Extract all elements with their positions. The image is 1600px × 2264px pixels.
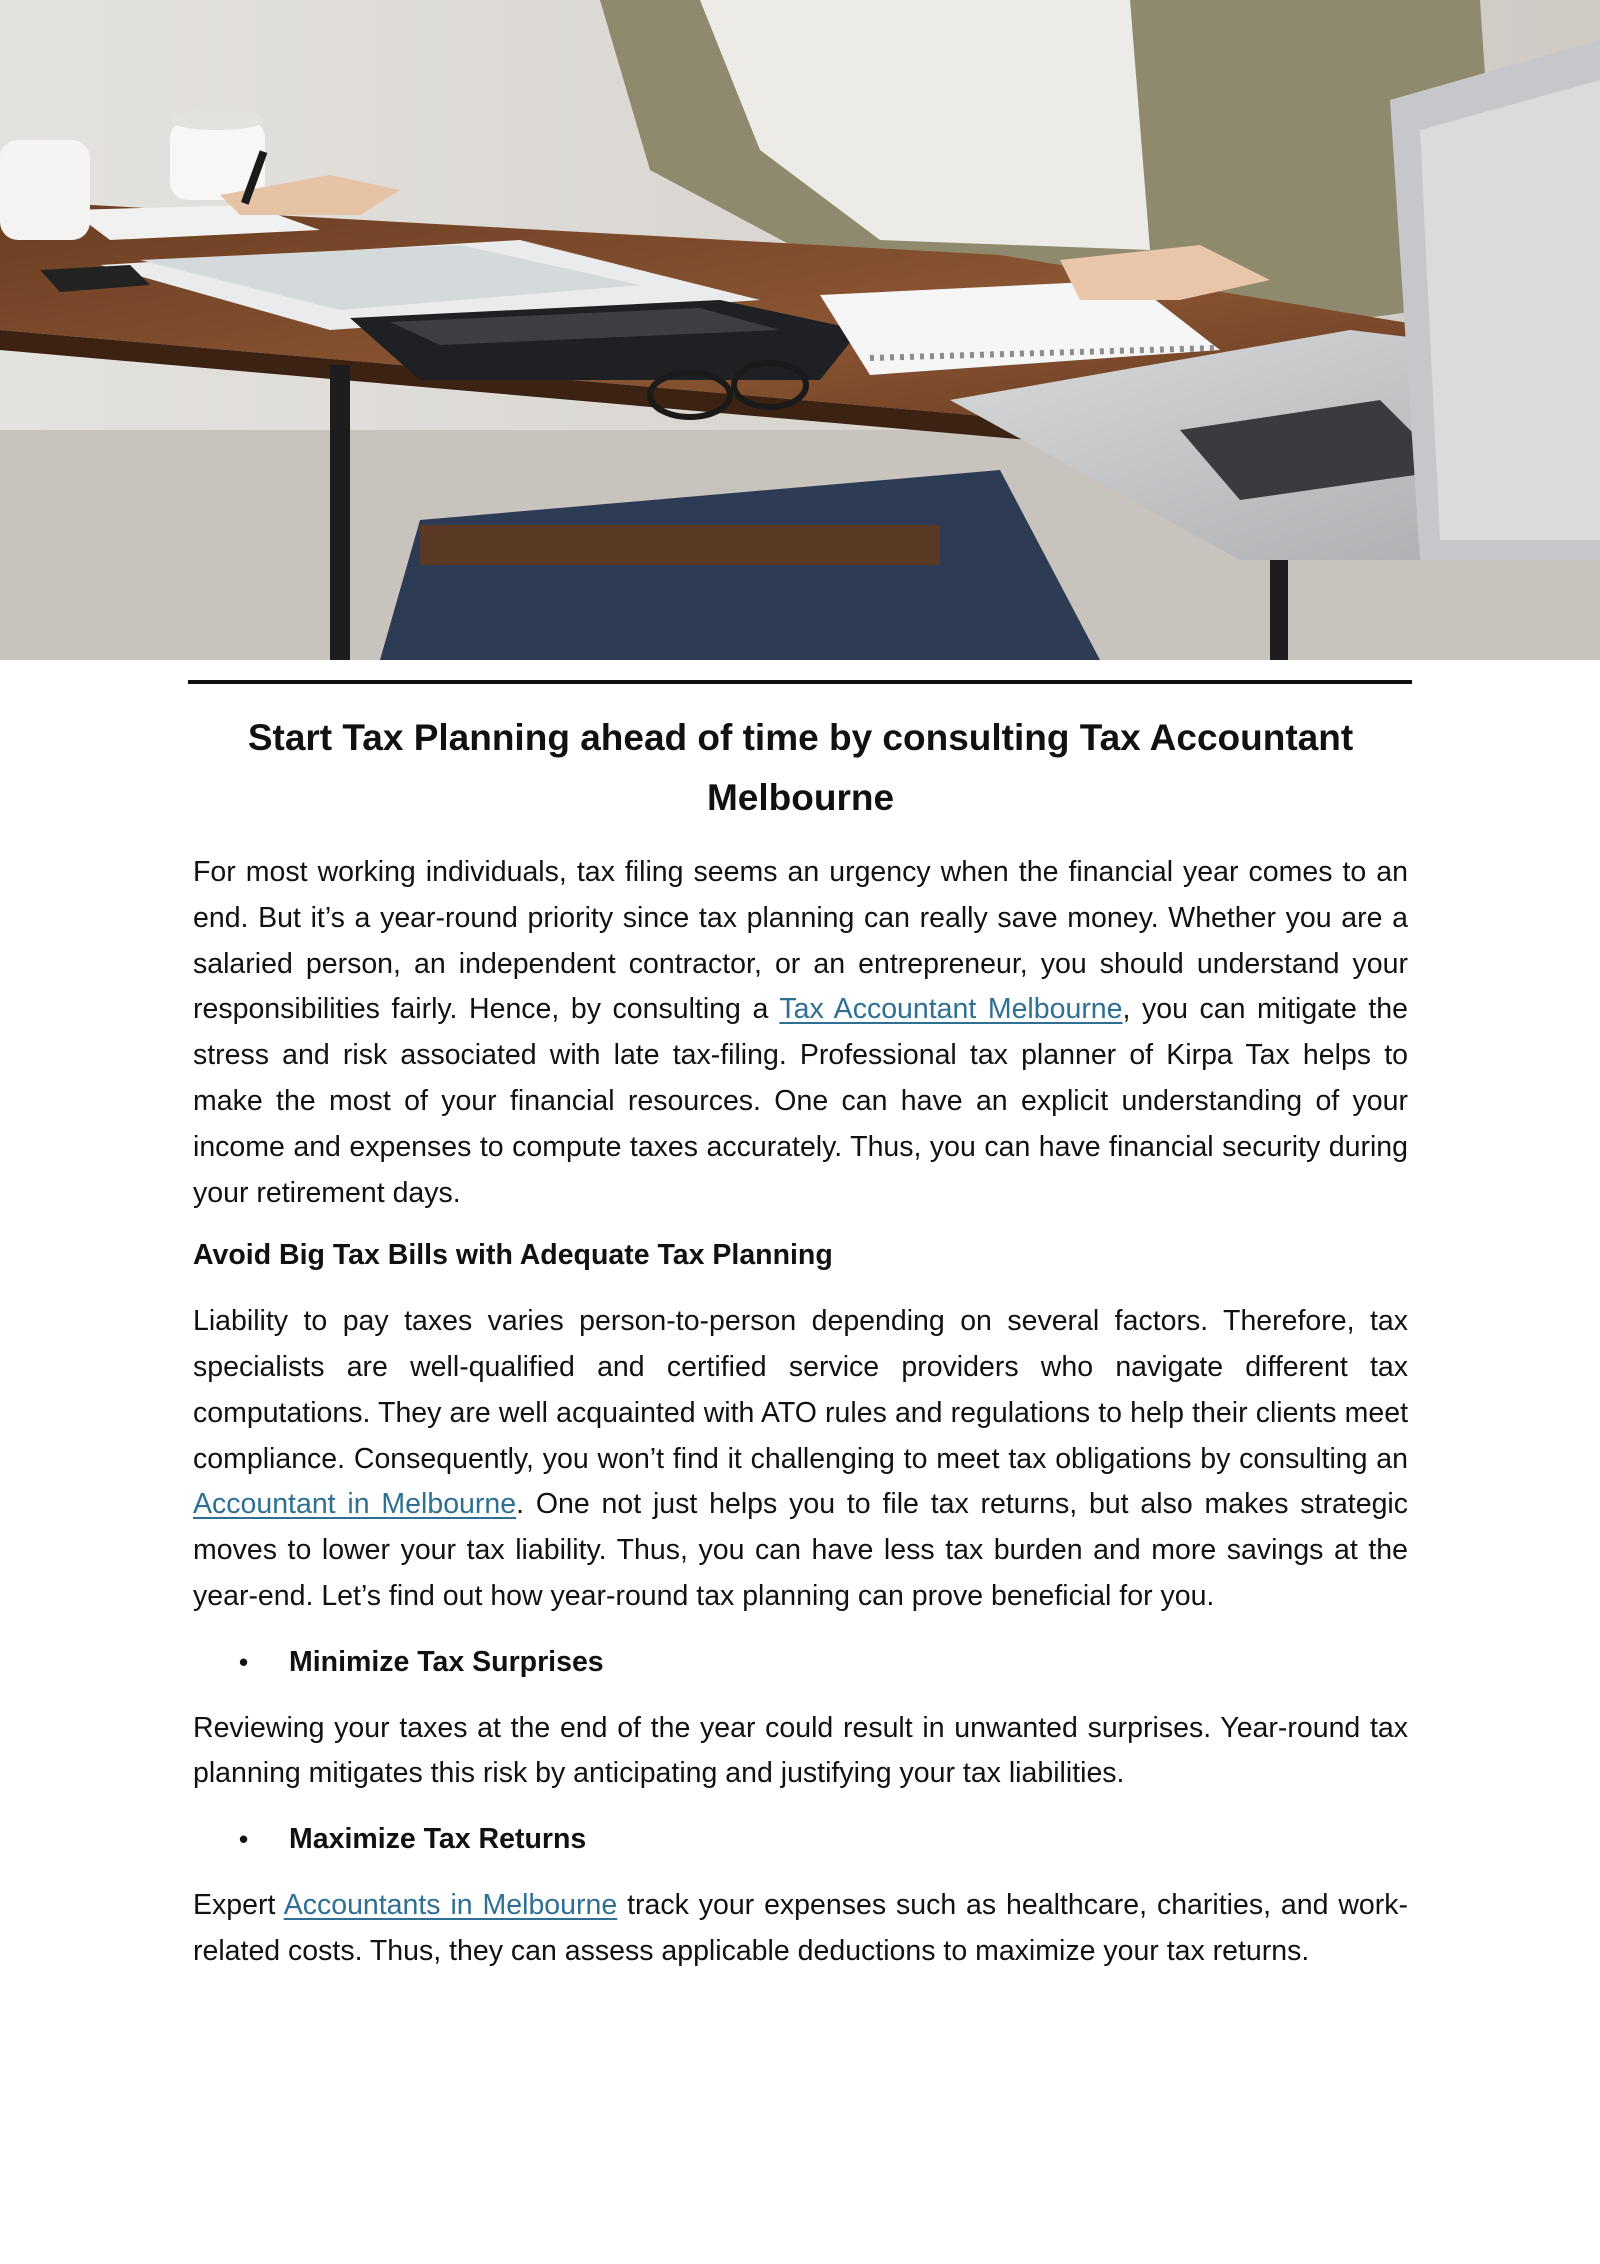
bullet-icon: • — [239, 1824, 249, 1855]
bullet-text-before: Expert — [193, 1888, 284, 1921]
intro-text-before: For most working individuals, tax filing seems an urgency when the financial year comes to an end. But it’s a year-round priority since tax planning can really save money. Whether you are a salaried person, an independent contractor, or an entrepreneur, you should understand your responsibilities fairly. Hence, by consulting a — [193, 856, 1408, 1026]
bullet-paragraph — [193, 1706, 1408, 1798]
article — [193, 700, 1408, 1975]
section-paragraph — [193, 1299, 1408, 1620]
intro-text-after: , you can mitigate the stress and risk associated with late tax-filing. Professional tax planner of Kirpa Tax helps to make the most of your financial resources. One can have an explicit understanding of your income and expenses to compute taxes accurately. Thus, you can have financial security during your retirement days. — [193, 993, 1408, 1209]
section-divider — [188, 680, 1412, 684]
bullet-icon: • — [239, 1646, 249, 1677]
section-heading: Avoid Big Tax Bills with Adequate Tax Planning — [193, 1239, 833, 1272]
section-text-after: . One not just helps you to file tax returns, but also makes strategic moves to lower your tax liability. Thus, you can have less tax burden and more savings at the year-end. Let’s find out how year-round tax planning can prove beneficial for you. — [193, 1488, 1409, 1612]
bullet-heading — [193, 1817, 1408, 1863]
bullet-paragraph — [193, 1883, 1408, 1975]
bullet-text-before: Reviewing your taxes at the end of the year could result in unwanted surprises. Year-round tax planning mitigates this risk by anticipating and justifying your tax liabilities. — [193, 1711, 1408, 1790]
accountants-in-melbourne-link[interactable]: Accountants in Melbourne — [283, 1888, 618, 1921]
bullet-heading-text: Minimize Tax Surprises — [289, 1645, 604, 1678]
bullet-text-after: track your expenses such as healthcare, charities, and work-related costs. Thus, they can assess applicable deductions to maximize your tax returns. — [193, 1888, 1408, 1967]
intro-paragraph — [193, 850, 1408, 1216]
tax-accountant-melbourne-link[interactable]: Tax Accountant Melbourne — [779, 993, 1123, 1026]
page-title: Start Tax Planning ahead of time by consulting Tax Accountant Melbourne — [247, 717, 1354, 818]
hero-photo — [0, 0, 1600, 660]
bullet-heading-text: Maximize Tax Returns — [289, 1823, 587, 1856]
accountant-in-melbourne-link[interactable]: Accountant in Melbourne — [193, 1488, 517, 1521]
section-text-before: Liability to pay taxes varies person-to-person depending on several factors. Therefore, tax specialists are well-qualified and certified service providers who navigate different tax computations. They are well acquainted with ATO rules and regulations to help their clients meet compliance. Consequently, you won’t find it challenging to meet tax obligations by consulting an — [193, 1305, 1408, 1475]
bullet-heading — [193, 1640, 1408, 1686]
